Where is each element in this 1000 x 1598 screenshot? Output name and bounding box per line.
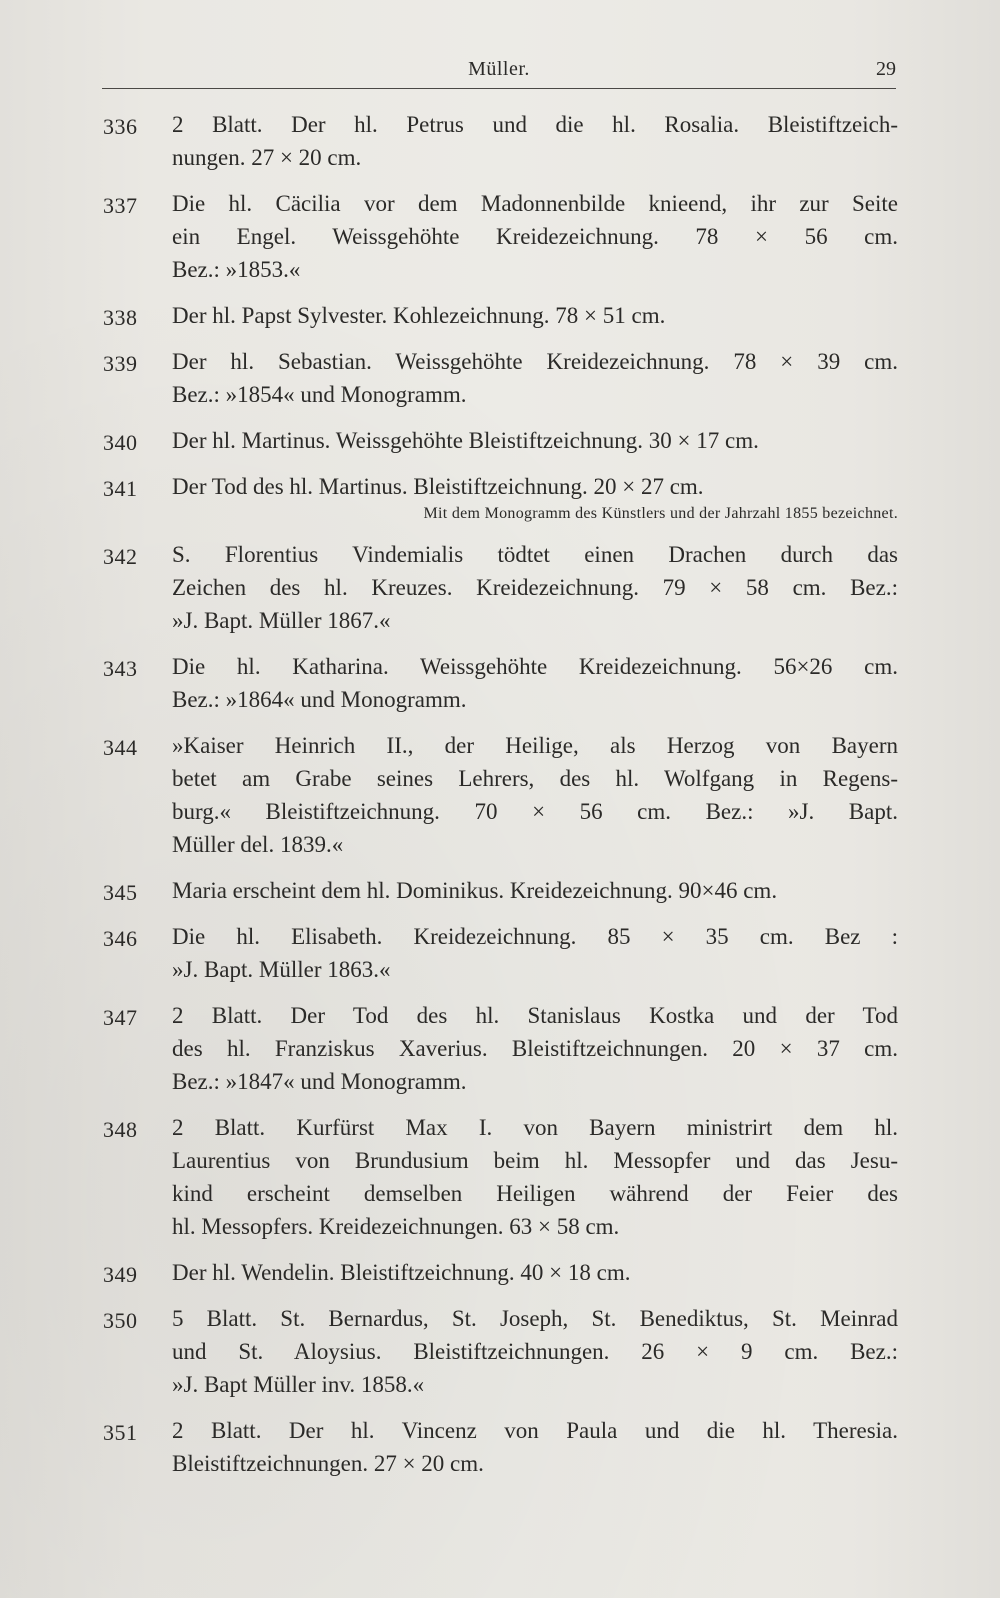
entry-text <box>172 1111 898 1243</box>
entry-line: Müller del. 1839.« <box>172 832 344 857</box>
catalogue-entry <box>0 108 1000 174</box>
entry-line: ein Engel. Weissgehöhte Kreidezeichnung. 78 × 56 cm. <box>172 224 898 249</box>
entry-text <box>172 1414 898 1480</box>
entry-number: 342 <box>103 544 138 569</box>
catalogue-entry <box>0 187 1000 286</box>
entry-line: Der Tod des hl. Martinus. Bleistiftzeichnung. 20 × 27 cm. <box>172 474 704 499</box>
entry-line: »J. Bapt. Müller 1863.« <box>172 957 391 982</box>
entry-number: 350 <box>103 1308 138 1333</box>
entry-number: 337 <box>103 193 138 218</box>
catalogue-entry <box>0 424 1000 457</box>
catalogue-entry <box>0 1414 1000 1480</box>
entry-line: Maria erscheint dem hl. Dominikus. Kreidezeichnung. 90×46 cm. <box>172 878 778 903</box>
entry-line: Bleistiftzeichnungen. 27 × 20 cm. <box>172 1451 484 1476</box>
catalogue-entry <box>0 345 1000 411</box>
entry-line: 2 Blatt. Der hl. Petrus und die hl. Rosalia. Bleistiftzeich- <box>172 112 898 137</box>
entry-text <box>172 538 898 637</box>
catalogue-entry <box>0 729 1000 861</box>
entry-note: Mit dem Monogramm des Künstlers und der Jahrzahl 1855 bezeichnet. <box>423 505 898 522</box>
entry-line: »Kaiser Heinrich II., der Heilige, als Herzog von Bayern <box>172 733 898 758</box>
entry-line: Bez.: »1864« und Monogramm. <box>172 687 467 712</box>
entry-line: Die hl. Elisabeth. Kreidezeichnung. 85 × 35 cm. Bez : <box>172 924 898 949</box>
entry-line: betet am Grabe seines Lehrers, des hl. Wolfgang in Regens- <box>172 766 898 791</box>
catalogue-entry <box>0 999 1000 1098</box>
entry-line: Die hl. Katharina. Weissgehöhte Kreidezeichnung. 56×26 cm. <box>172 654 898 679</box>
entry-line: S. Florentius Vindemialis tödtet einen Drachen durch das <box>172 542 898 567</box>
entry-text <box>172 920 898 986</box>
entry-number: 339 <box>103 351 138 376</box>
entry-line: 2 Blatt. Der hl. Vincenz von Paula und die hl. Theresia. <box>172 1418 898 1443</box>
entry-line: 5 Blatt. St. Bernardus, St. Joseph, St. Benediktus, St. Meinrad <box>172 1306 898 1331</box>
entry-line: Bez.: »1854« und Monogramm. <box>172 382 467 407</box>
catalogue-entry <box>0 1111 1000 1243</box>
running-title: Müller. <box>468 58 530 80</box>
page-number: 29 <box>876 58 896 80</box>
entry-line: nungen. 27 × 20 cm. <box>172 145 362 170</box>
catalogue-entry <box>0 650 1000 716</box>
entry-line: burg.« Bleistiftzeichnung. 70 × 56 cm. Bez.: »J. Bapt. <box>172 799 898 824</box>
catalogue-entries <box>0 108 1000 1493</box>
entry-text <box>172 1256 898 1289</box>
entry-number: 349 <box>103 1262 138 1287</box>
catalogue-entry <box>0 470 1000 525</box>
entry-line: »J. Bapt. Müller 1867.« <box>172 608 391 633</box>
entry-text <box>172 999 898 1098</box>
entry-text <box>172 299 898 332</box>
entry-text <box>172 424 898 457</box>
entry-line: Der hl. Sebastian. Weissgehöhte Kreidezeichnung. 78 × 39 cm. <box>172 349 898 374</box>
entry-number: 348 <box>103 1117 138 1142</box>
catalogue-entry <box>0 299 1000 332</box>
entry-line: hl. Messopfers. Kreidezeichnungen. 63 × 58 cm. <box>172 1214 620 1239</box>
entry-number: 351 <box>103 1420 138 1445</box>
entry-line: und St. Aloysius. Bleistiftzeichnungen. 26 × 9 cm. Bez.: <box>172 1339 898 1364</box>
entry-text <box>172 729 898 861</box>
entry-number: 343 <box>103 656 138 681</box>
entry-line: 2 Blatt. Der Tod des hl. Stanislaus Kostka und der Tod <box>172 1003 898 1028</box>
entry-line: Der hl. Papst Sylvester. Kohlezeichnung. 78 × 51 cm. <box>172 303 666 328</box>
catalogue-entry <box>0 920 1000 986</box>
entry-number: 341 <box>103 476 138 501</box>
catalogue-entry <box>0 1302 1000 1401</box>
entry-line: Laurentius von Brundusium beim hl. Messopfer und das Jesu- <box>172 1148 898 1173</box>
entry-text <box>172 345 898 411</box>
entry-number: 346 <box>103 926 138 951</box>
entry-line: Der hl. Martinus. Weissgehöhte Bleistiftzeichnung. 30 × 17 cm. <box>172 428 759 453</box>
catalogue-entry <box>0 874 1000 907</box>
page-header <box>102 54 896 89</box>
entry-text <box>172 1302 898 1401</box>
entry-number: 338 <box>103 305 138 330</box>
entry-text <box>172 108 898 174</box>
entry-number: 347 <box>103 1005 138 1030</box>
entry-number: 336 <box>103 114 138 139</box>
entry-text <box>172 874 898 907</box>
entry-line: 2 Blatt. Kurfürst Max I. von Bayern ministrirt dem hl. <box>172 1115 898 1140</box>
entry-line: des hl. Franziskus Xaverius. Bleistiftzeichnungen. 20 × 37 cm. <box>172 1036 898 1061</box>
entry-line: »J. Bapt Müller inv. 1858.« <box>172 1372 425 1397</box>
entry-number: 340 <box>103 430 138 455</box>
entry-text <box>172 470 898 525</box>
catalogue-entry <box>0 1256 1000 1289</box>
entry-line: Zeichen des hl. Kreuzes. Kreidezeichnung. 79 × 58 cm. Bez.: <box>172 575 898 600</box>
entry-line: kind erscheint demselben Heiligen während der Feier des <box>172 1181 898 1206</box>
entry-text <box>172 187 898 286</box>
entry-line: Bez.: »1847« und Monogramm. <box>172 1069 467 1094</box>
entry-text <box>172 650 898 716</box>
entry-number: 344 <box>103 735 138 760</box>
entry-number: 345 <box>103 880 138 905</box>
entry-line: Bez.: »1853.« <box>172 257 301 282</box>
catalogue-entry <box>0 538 1000 637</box>
entry-line: Die hl. Cäcilia vor dem Madonnenbilde knieend, ihr zur Seite <box>172 191 898 216</box>
entry-line: Der hl. Wendelin. Bleistiftzeichnung. 40 × 18 cm. <box>172 1260 631 1285</box>
